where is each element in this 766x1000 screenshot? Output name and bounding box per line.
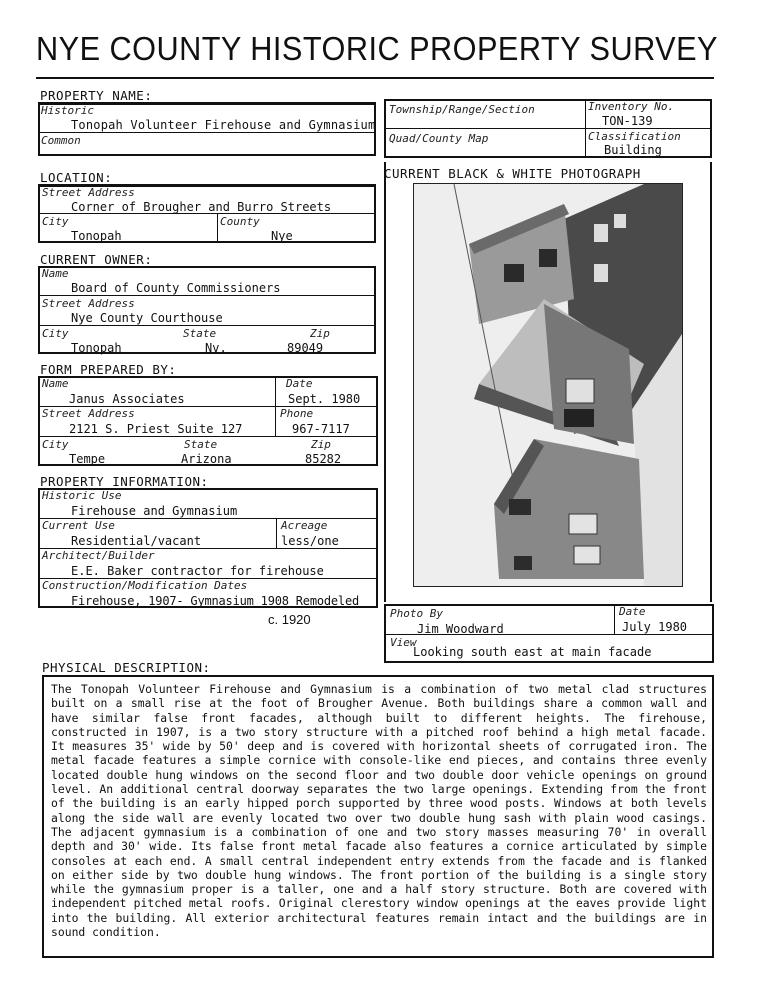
- divider: [275, 376, 276, 436]
- form-prepared-heading: FORM PREPARED BY:: [40, 362, 177, 377]
- prepared-city-label: City: [42, 438, 69, 451]
- construction-note: c. 1920: [268, 612, 311, 627]
- view-label: View: [390, 636, 417, 649]
- prepared-street-value: 2121 S. Priest Suite 127: [69, 422, 243, 436]
- photograph-frame-left: [384, 162, 386, 602]
- location-county-value: Nye: [271, 229, 293, 243]
- historic-use-label: Historic Use: [42, 489, 122, 502]
- prepared-zip-label: Zip: [311, 438, 331, 451]
- owner-zip-label: Zip: [310, 327, 330, 340]
- divider: [38, 436, 378, 437]
- divider: [276, 518, 277, 548]
- construction-value: Firehouse, 1907- Gymnasium 1908 Remodeled: [71, 594, 360, 608]
- location-street-value: Corner of Brougher and Burro Streets: [71, 200, 332, 214]
- physical-description-heading: PHYSICAL DESCRIPTION:: [42, 660, 211, 675]
- divider: [38, 132, 376, 133]
- owner-street-value: Nye County Courthouse: [71, 311, 223, 325]
- location-heading: LOCATION:: [40, 170, 113, 185]
- prepared-date-value: Sept. 1980: [288, 392, 361, 406]
- property-information-heading: PROPERTY INFORMATION:: [40, 474, 209, 489]
- inventory-value: TON-139: [602, 114, 653, 128]
- common-name-label: Common: [41, 134, 81, 147]
- prepared-state-value: Arizona: [181, 452, 232, 466]
- location-county-label: County: [220, 215, 260, 228]
- architect-label: Architect/Builder: [42, 549, 155, 562]
- location-city-label: City: [42, 215, 69, 228]
- prepared-phone-label: Phone: [280, 407, 314, 420]
- photo-date-label: Date: [619, 605, 646, 618]
- physical-description-text: The Tonopah Volunteer Firehouse and Gymnasium is a combination of two metal clad structures built on a small rise at the foot of Brougher Avenue. Both buildings share a common wall and have similar false front facades, although built to different heights. The firehouse, constructed in 1907, is a two story structure with a pitched roof behind a high metal facade. It measures 35' wide by 50' deep and is covered with horizontal sheets of corrugated iron. The metal facade features a simple cornice with console-like end pieces, and contains three evenly located double hung windows on the second floor and two double door vehicle openings on ground level. An additional central doorway separates the two large openings. Extending from the front of the building is an early hipped porch supported by three wood posts. Windows at both levels along the side wall are evenly located two over two double hung sash with plain wood casings. The adjacent gymnasium is a combination of one and two story masses measuring 70' in overall depth and 30' wide. Its false front metal facade also features a cornice articulated by simple consoles at each end. A small central independent entry extends from the facade and is flanked on either side by two double hung windows. The front portion of the building is a single story while the gymnasium proper is a taller, one and a half story structure. Both are covered with independent pitched metal roofs. Original clerestory window openings at the eaves provide light into the building. All exterior architectural features remain intact and the buildings are in sound condition.: [51, 682, 707, 940]
- owner-zip-value: 89049: [287, 341, 324, 355]
- current-owner-heading: CURRENT OWNER:: [40, 252, 153, 267]
- historic-use-value: Firehouse and Gymnasium: [71, 504, 238, 518]
- photo-date-value: July 1980: [622, 620, 688, 634]
- historic-name-value: Tonopah Volunteer Firehouse and Gymnasium: [71, 118, 376, 132]
- current-use-value: Residential/vacant: [71, 534, 202, 548]
- property-name-heading: PROPERTY NAME:: [40, 88, 153, 103]
- building-photograph-image: [414, 184, 682, 586]
- inventory-label: Inventory No.: [588, 100, 675, 113]
- divider: [384, 128, 712, 129]
- owner-name-label: Name: [42, 267, 69, 280]
- historic-name-label: Historic: [41, 104, 94, 117]
- architect-value: E.E. Baker contractor for firehouse: [71, 564, 324, 578]
- owner-city-label: City: [42, 327, 69, 340]
- classification-value: Building: [604, 143, 662, 157]
- photograph-frame-right: [710, 162, 712, 602]
- prepared-phone-value: 967-7117: [292, 422, 350, 436]
- prepared-zip-value: 85282: [305, 452, 342, 466]
- photo-by-value: Jim Woodward: [417, 622, 504, 636]
- current-use-label: Current Use: [42, 519, 115, 532]
- owner-city-value: Tonopah: [71, 341, 122, 355]
- view-value: Looking south east at main facade: [413, 645, 652, 659]
- prepared-street-label: Street Address: [42, 407, 135, 420]
- prepared-date-label: Date: [286, 377, 313, 390]
- title-rule: [36, 77, 714, 79]
- construction-label: Construction/Modification Dates: [42, 579, 248, 592]
- owner-state-label: State: [183, 327, 217, 340]
- divider: [38, 325, 376, 326]
- divider: [585, 99, 586, 158]
- prepared-state-label: State: [184, 438, 218, 451]
- prepared-name-value: Janus Associates: [69, 392, 185, 406]
- divider: [38, 295, 376, 296]
- classification-label: Classification: [588, 130, 681, 143]
- location-street-label: Street Address: [42, 186, 135, 199]
- acreage-label: Acreage: [281, 519, 328, 532]
- owner-name-value: Board of County Commissioners: [71, 281, 281, 295]
- divider: [614, 604, 615, 634]
- photograph-heading: CURRENT BLACK & WHITE PHOTOGRAPH: [384, 166, 641, 181]
- page-title: NYE COUNTY HISTORIC PROPERTY SURVEY: [36, 30, 718, 67]
- building-photograph: [413, 183, 683, 587]
- prepared-name-label: Name: [42, 377, 69, 390]
- location-city-value: Tonopah: [71, 229, 122, 243]
- photo-by-label: Photo By: [390, 607, 443, 620]
- owner-street-label: Street Address: [42, 297, 135, 310]
- township-label: Township/Range/Section: [389, 103, 535, 116]
- quad-label: Quad/County Map: [389, 132, 489, 145]
- acreage-value: less/one: [281, 534, 339, 548]
- prepared-city-value: Tempe: [69, 452, 106, 466]
- divider: [217, 213, 218, 243]
- owner-state-value: Nv.: [205, 341, 227, 355]
